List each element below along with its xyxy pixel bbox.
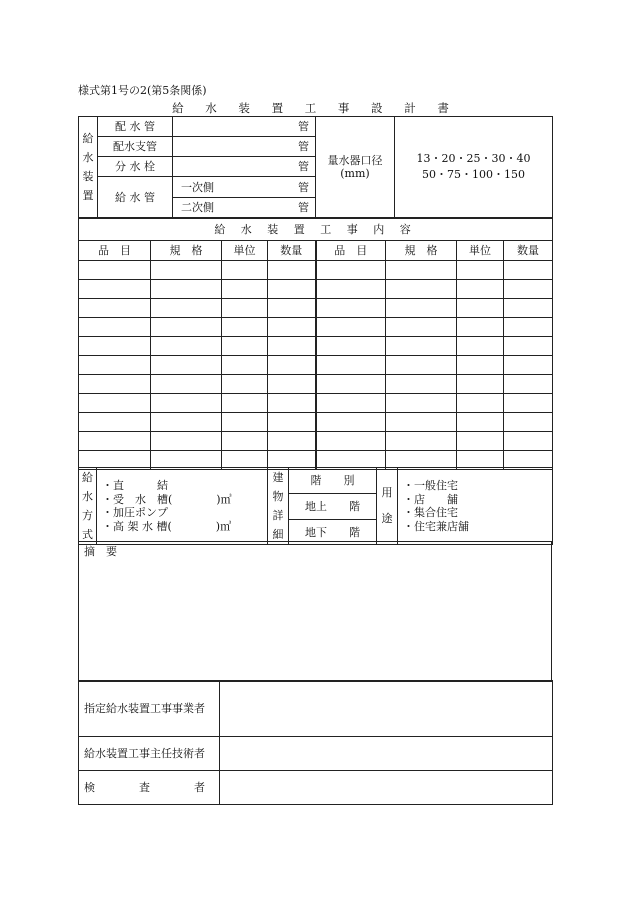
header-spec: 規 格	[151, 241, 222, 261]
item-cell[interactable]	[316, 356, 386, 375]
supply-pipe-label: 給 水 管	[98, 177, 173, 218]
item-cell[interactable]	[79, 261, 151, 280]
unit-cell[interactable]	[457, 299, 504, 318]
secondary-side-field[interactable]: 二次側 管	[173, 198, 316, 218]
item-cell[interactable]	[79, 413, 151, 432]
item-cell[interactable]	[316, 299, 386, 318]
qty-cell[interactable]	[504, 413, 553, 432]
spec-cell[interactable]	[151, 394, 222, 413]
qty-cell[interactable]	[268, 299, 316, 318]
item-cell[interactable]	[79, 356, 151, 375]
option-direct[interactable]: ・直 結	[102, 479, 168, 492]
header-unit: 単位	[222, 241, 268, 261]
primary-side-label: 一次側	[181, 180, 214, 194]
spec-cell[interactable]	[386, 299, 457, 318]
unit-cell[interactable]	[457, 413, 504, 432]
qty-cell[interactable]	[268, 318, 316, 337]
unit-cell[interactable]	[457, 318, 504, 337]
above-ground-floors[interactable]: 地上 階	[289, 494, 377, 520]
branch-pipe-field[interactable]: 管	[173, 137, 316, 157]
tap-field[interactable]: 管	[173, 157, 316, 177]
unit-cell[interactable]	[222, 356, 268, 375]
work-contents-title: 給 水 装 置 工 事 内 容	[79, 219, 553, 241]
item-cell[interactable]	[79, 318, 151, 337]
spec-cell[interactable]	[386, 375, 457, 394]
item-cell[interactable]	[316, 337, 386, 356]
contractor-label: 指定給水装置工事事業者	[79, 681, 220, 737]
spec-cell[interactable]	[151, 356, 222, 375]
page-title: 給 水 装 置 工 事 設 計 書	[172, 101, 458, 115]
table-row	[79, 337, 553, 356]
usage-detached-house[interactable]: ・一般住宅	[403, 479, 458, 492]
qty-cell[interactable]	[504, 356, 553, 375]
spec-cell[interactable]	[386, 394, 457, 413]
header-qty: 数量	[504, 241, 553, 261]
spec-cell[interactable]	[386, 261, 457, 280]
qty-cell[interactable]	[268, 280, 316, 299]
item-cell[interactable]	[316, 318, 386, 337]
spec-cell[interactable]	[151, 318, 222, 337]
floor-header: 階 別	[289, 468, 377, 494]
spec-cell[interactable]	[151, 432, 222, 451]
item-cell[interactable]	[79, 280, 151, 299]
equipment-table	[78, 116, 553, 218]
spec-cell[interactable]	[386, 413, 457, 432]
table-row	[79, 318, 553, 337]
qty-cell[interactable]	[504, 318, 553, 337]
engineer-field[interactable]	[220, 737, 553, 771]
header-item: 品 目	[316, 241, 386, 261]
table-row	[79, 375, 553, 394]
qty-cell[interactable]	[268, 432, 316, 451]
qty-cell[interactable]	[504, 394, 553, 413]
table-row	[79, 394, 553, 413]
table-row	[79, 261, 553, 280]
spec-cell[interactable]	[151, 280, 222, 299]
qty-cell[interactable]	[504, 299, 553, 318]
qty-cell[interactable]	[504, 261, 553, 280]
item-cell[interactable]	[79, 299, 151, 318]
unit-cell[interactable]	[222, 261, 268, 280]
unit-cell[interactable]	[457, 432, 504, 451]
signature-table	[78, 680, 553, 805]
summary-label: 摘 要	[84, 545, 117, 558]
header-qty: 数量	[268, 241, 316, 261]
spec-cell[interactable]	[151, 299, 222, 318]
summary-table	[78, 541, 552, 682]
unit-cell[interactable]	[222, 413, 268, 432]
spec-cell[interactable]	[151, 261, 222, 280]
item-cell[interactable]	[79, 375, 151, 394]
usage-label: 用 途	[377, 468, 398, 545]
details-table	[78, 467, 553, 545]
table-row	[79, 413, 553, 432]
item-cell[interactable]	[79, 337, 151, 356]
table-row	[79, 356, 553, 375]
spec-cell[interactable]	[386, 280, 457, 299]
header-unit: 単位	[457, 241, 504, 261]
spec-cell[interactable]	[151, 375, 222, 394]
header-spec: 規 格	[386, 241, 457, 261]
unit-cell[interactable]	[457, 280, 504, 299]
unit-cell[interactable]	[222, 299, 268, 318]
spec-cell[interactable]	[386, 318, 457, 337]
unit-cell[interactable]	[457, 261, 504, 280]
supply-method-label: 給 水 方 式	[79, 468, 97, 545]
unit-cell[interactable]	[457, 337, 504, 356]
secondary-side-label: 二次側	[181, 201, 214, 214]
qty-cell[interactable]	[268, 413, 316, 432]
unit-cell[interactable]	[457, 375, 504, 394]
unit-cell[interactable]	[222, 375, 268, 394]
table-row	[79, 299, 553, 318]
table-row	[79, 432, 553, 451]
qty-cell[interactable]	[504, 280, 553, 299]
equipment-section-label: 給 水 装 置	[79, 117, 98, 218]
usage-apartment[interactable]: ・集合住宅	[403, 506, 458, 519]
main-pipe-label: 配 水 管	[98, 117, 173, 137]
header-item: 品 目	[79, 241, 151, 261]
qty-cell[interactable]	[268, 261, 316, 280]
meter-sizes[interactable]: 13・20・25・30・40 50・75・100・150	[395, 117, 553, 218]
inspector-label: 検 査 者	[79, 771, 220, 805]
item-cell[interactable]	[316, 413, 386, 432]
option-elevated-tank[interactable]: ・高 架 水 槽( )㎥	[102, 519, 232, 533]
tap-label: 分 水 栓	[98, 157, 173, 177]
spec-cell[interactable]	[386, 337, 457, 356]
contractor-field[interactable]	[220, 681, 553, 737]
spec-cell[interactable]	[151, 413, 222, 432]
item-cell[interactable]	[316, 280, 386, 299]
spec-cell[interactable]	[151, 337, 222, 356]
unit-cell[interactable]	[222, 394, 268, 413]
building-label: 建 物 詳 細	[268, 468, 289, 545]
work-rows	[79, 261, 553, 470]
qty-cell[interactable]	[268, 337, 316, 356]
option-booster-pump[interactable]: ・加圧ポンプ	[102, 506, 168, 519]
qty-cell[interactable]	[268, 394, 316, 413]
qty-cell[interactable]	[268, 375, 316, 394]
below-ground-floors[interactable]: 地下 階	[289, 520, 377, 545]
item-cell[interactable]	[316, 375, 386, 394]
branch-pipe-label: 配水支管	[98, 137, 173, 157]
qty-cell[interactable]	[504, 375, 553, 394]
unit-cell[interactable]	[222, 432, 268, 451]
spec-cell[interactable]	[386, 432, 457, 451]
primary-side-field[interactable]: 一次側 管	[173, 177, 316, 198]
work-contents-table	[78, 218, 553, 470]
spec-cell[interactable]	[386, 356, 457, 375]
item-cell[interactable]	[79, 432, 151, 451]
meter-label: 量水器口径 (mm)	[316, 117, 395, 218]
qty-cell[interactable]	[504, 432, 553, 451]
summary-field[interactable]	[79, 542, 552, 682]
item-cell[interactable]	[316, 394, 386, 413]
unit-cell[interactable]	[222, 318, 268, 337]
usage-house-store[interactable]: ・住宅兼店舗	[403, 519, 469, 533]
main-pipe-field[interactable]: 管	[173, 117, 316, 137]
qty-cell[interactable]	[268, 356, 316, 375]
usage-store[interactable]: ・店 舗	[403, 492, 458, 506]
unit-cell[interactable]	[457, 394, 504, 413]
usage-options[interactable]	[398, 468, 553, 545]
qty-cell[interactable]	[504, 337, 553, 356]
form-id: 様式第1号の2(第5条関係)	[78, 84, 207, 97]
unit-cell[interactable]	[222, 280, 268, 299]
option-receiving-tank[interactable]: ・受 水 槽( )㎥	[102, 492, 232, 506]
unit-cell[interactable]	[457, 356, 504, 375]
item-cell[interactable]	[316, 432, 386, 451]
unit-cell[interactable]	[222, 337, 268, 356]
supply-method-options[interactable]	[97, 468, 268, 545]
item-cell[interactable]	[79, 394, 151, 413]
inspector-field[interactable]	[220, 771, 553, 805]
table-row	[79, 280, 553, 299]
engineer-label: 給水装置工事主任技術者	[79, 737, 220, 771]
item-cell[interactable]	[316, 261, 386, 280]
